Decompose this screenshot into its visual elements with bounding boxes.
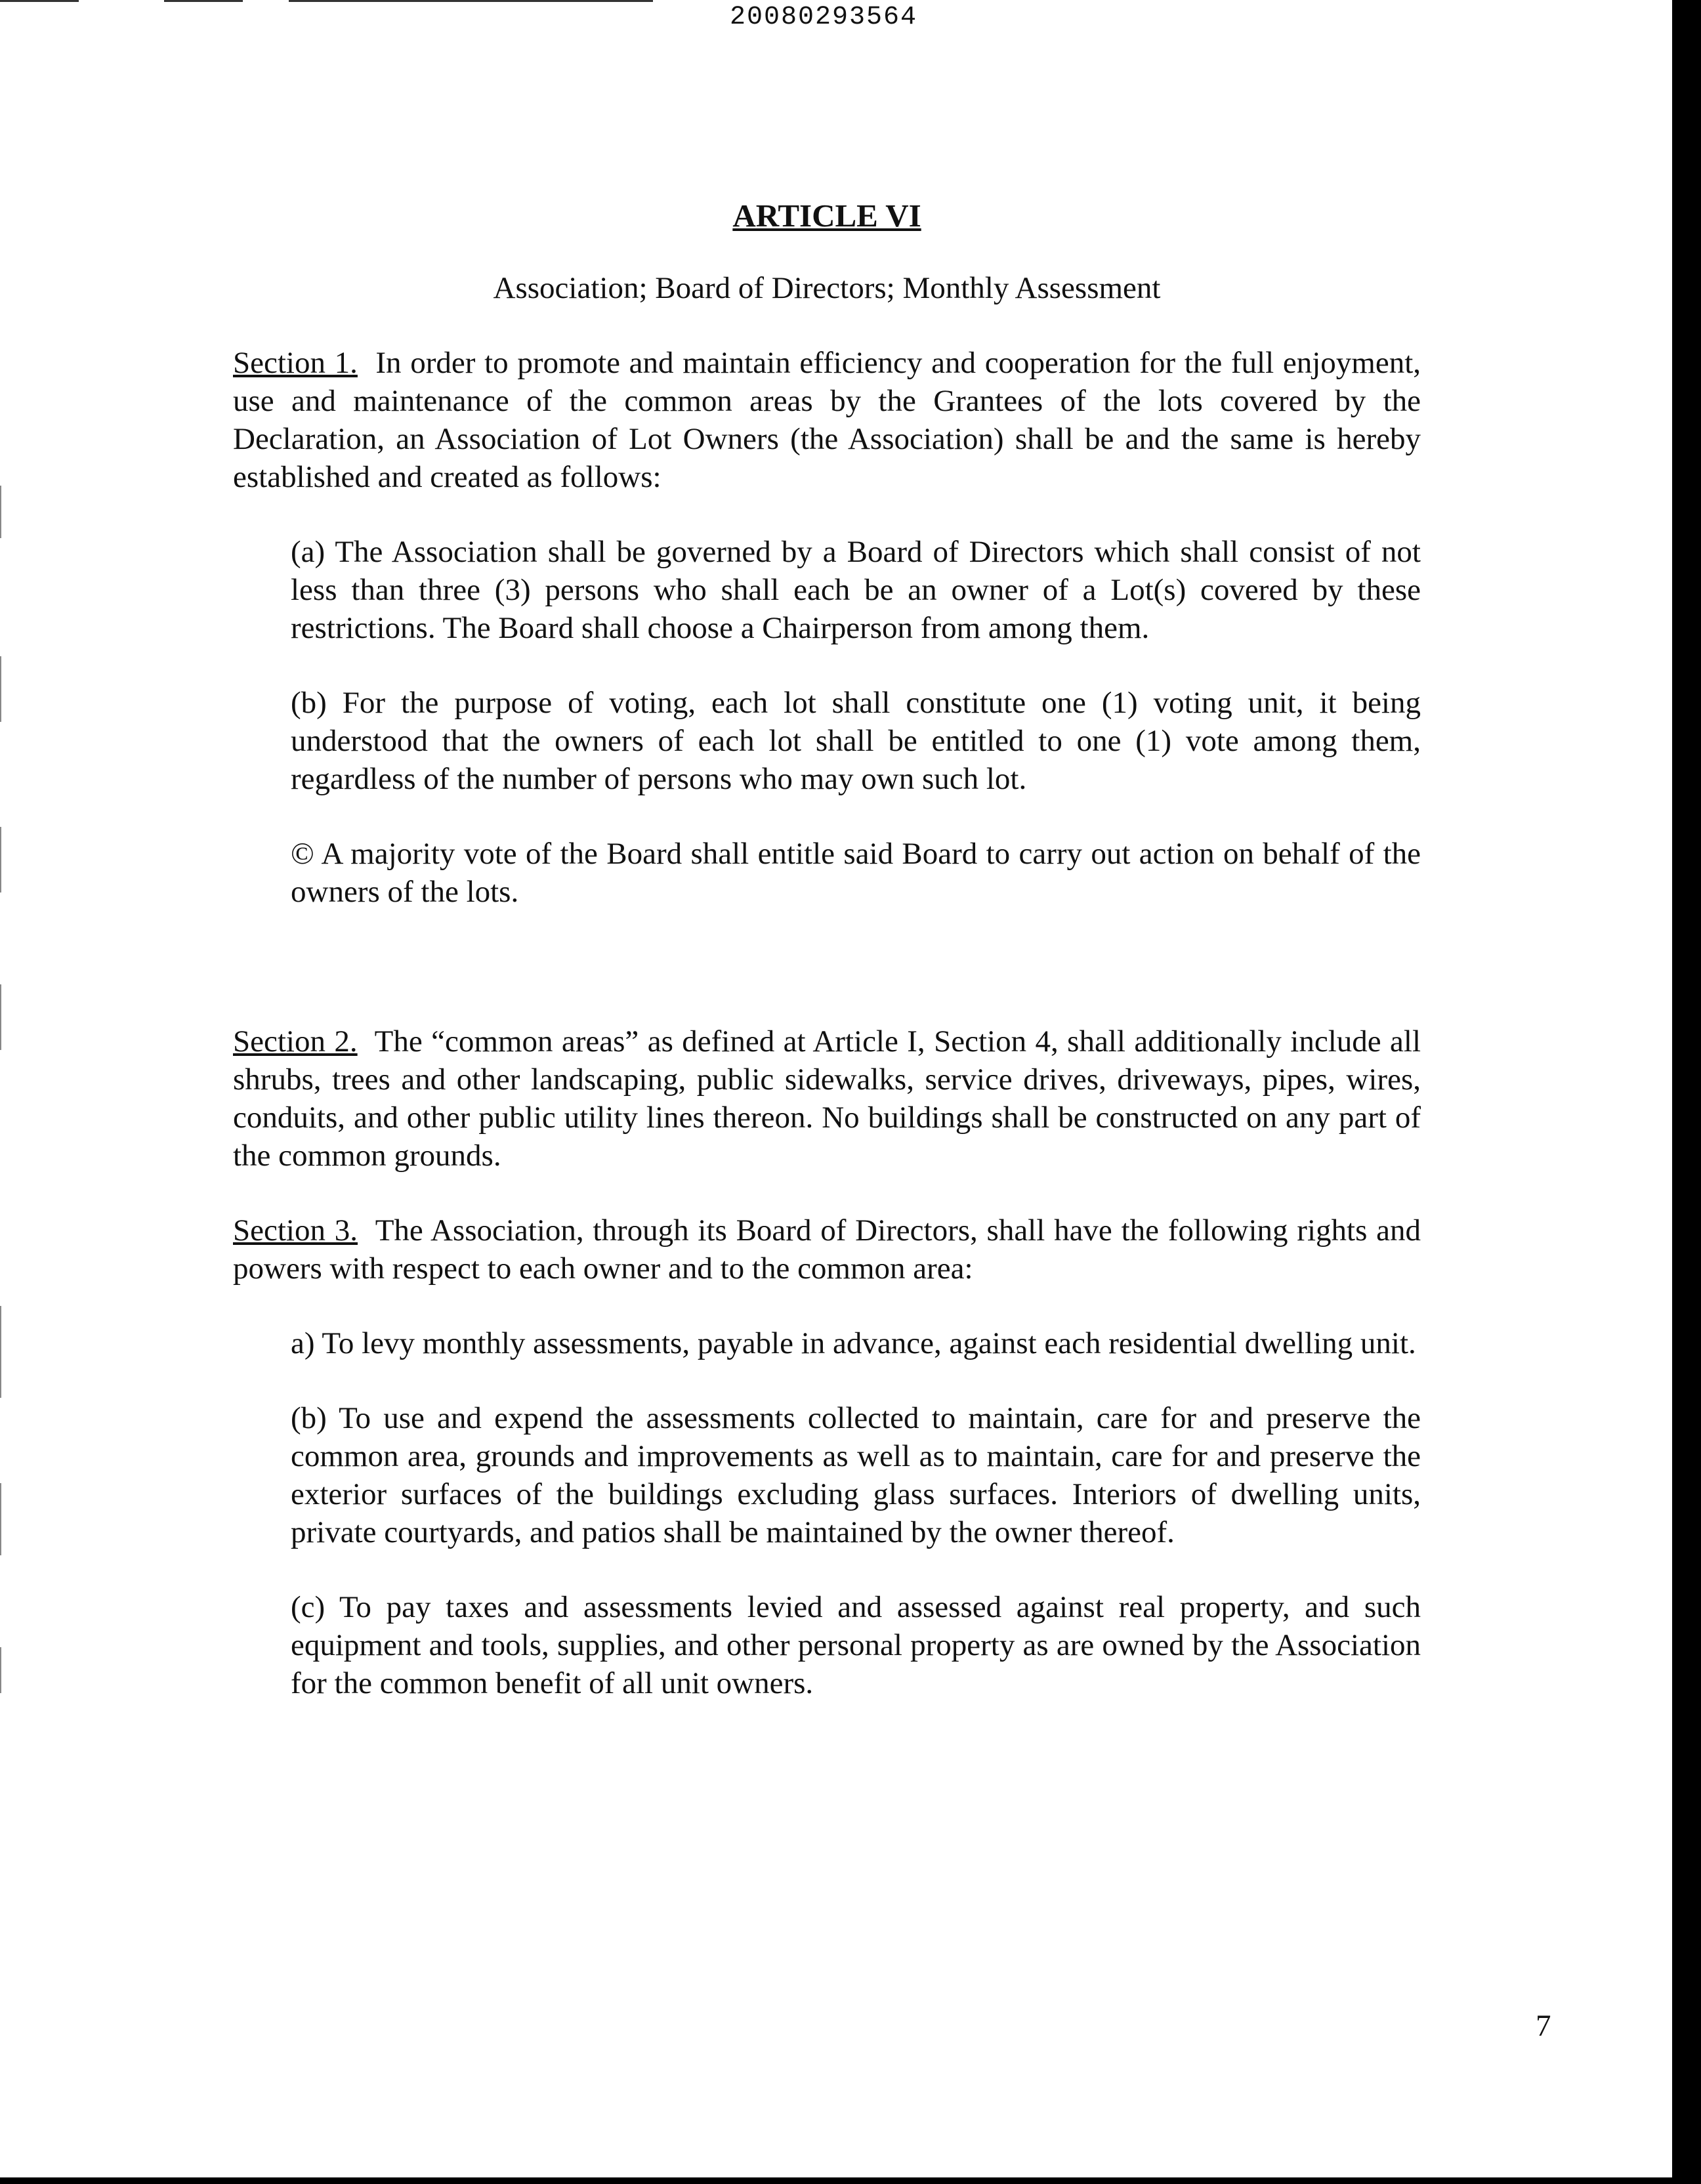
section-3-paragraph (233, 1211, 1421, 1288)
page-number: 7 (1536, 2009, 1551, 2043)
edge-tick-5 (0, 1306, 1, 1398)
document-number: 20080293564 (729, 3, 918, 32)
edge-tick-7 (0, 1647, 1, 1693)
section-3-label: Section 3. (233, 1213, 358, 1248)
section-1-label: Section 1. (233, 346, 358, 380)
edge-tick-4 (0, 984, 1, 1050)
article-subtitle: Association; Board of Directors; Monthly Assessment (493, 271, 1161, 305)
section-1-item-b: (b) For the purpose of voting, each lot shall constitute one (1) voting unit, it being understood that the owners of each lot shall be entitled to one (1) vote among them, regardless of the number of persons who may own such lot. (291, 686, 1421, 796)
section-1-text: In order to promote and maintain efficiency and cooperation for the full enjoyment, use and maintenance of the common areas by the Grantees of the lots covered by the Declaration, an Association of Lot Owners (the Association) shall be and the same is hereby established and created as follows: (233, 346, 1421, 494)
edge-tick-2 (0, 656, 1, 722)
section-2-text: The “common areas” as defined at Article I, Section 4, shall additionally include all shrubs, trees and other landscaping, public sidewalks, service drives, driveways, pipes, wires, conduits, and other public utility lines thereon. No buildings shall be constructed on any part of the common grounds. (233, 1024, 1421, 1173)
scan-line-2 (164, 0, 243, 2)
section-2-paragraph (233, 1022, 1421, 1175)
section-3-item-c: (c) To pay taxes and assessments levied and assessed against real property, and such equipment and tools, supplies, and other personal property as are owned by the Association for the common benefit of all unit owners. (291, 1590, 1421, 1700)
section-1-item-c: © A majority vote of the Board shall entitle said Board to carry out action on behalf of the owners of the lots. (291, 837, 1421, 909)
scan-line-1 (0, 0, 79, 2)
scan-line-3 (289, 0, 653, 2)
section-1-paragraph (233, 344, 1421, 496)
section-1-item-a: (a) The Association shall be governed by a Board of Directors which shall consist of not less than three (3) persons who shall each be an owner of a Lot(s) covered by these restrictions. The Board shall choose a Chairperson from among them. (291, 535, 1421, 645)
article-title: ARTICLE VI (732, 198, 921, 234)
scan-border-bottom (0, 2177, 1701, 2184)
section-2-label: Section 2. (233, 1024, 358, 1059)
section-3-text: The Association, through its Board of Directors, shall have the following rights and powers with respect to each owner and to the common area: (233, 1213, 1421, 1286)
document-body (233, 197, 1421, 1702)
section-3-item-b: (b) To use and expend the assessments collected to maintain, care for and preserve the common area, grounds and improvements as well as to maintain, care for and preserve the exterior surfaces of the buildings excluding glass surfaces. Interiors of dwelling units, private courtyards, and patios shall be maintained by the owner thereof. (291, 1401, 1421, 1549)
edge-tick-3 (0, 827, 1, 892)
scan-border-right (1672, 0, 1701, 2184)
section-3-item-a: a) To levy monthly assessments, payable in advance, against each residential dwelling unit. (291, 1326, 1416, 1360)
edge-tick-1 (0, 486, 1, 538)
edge-tick-6 (0, 1483, 1, 1555)
